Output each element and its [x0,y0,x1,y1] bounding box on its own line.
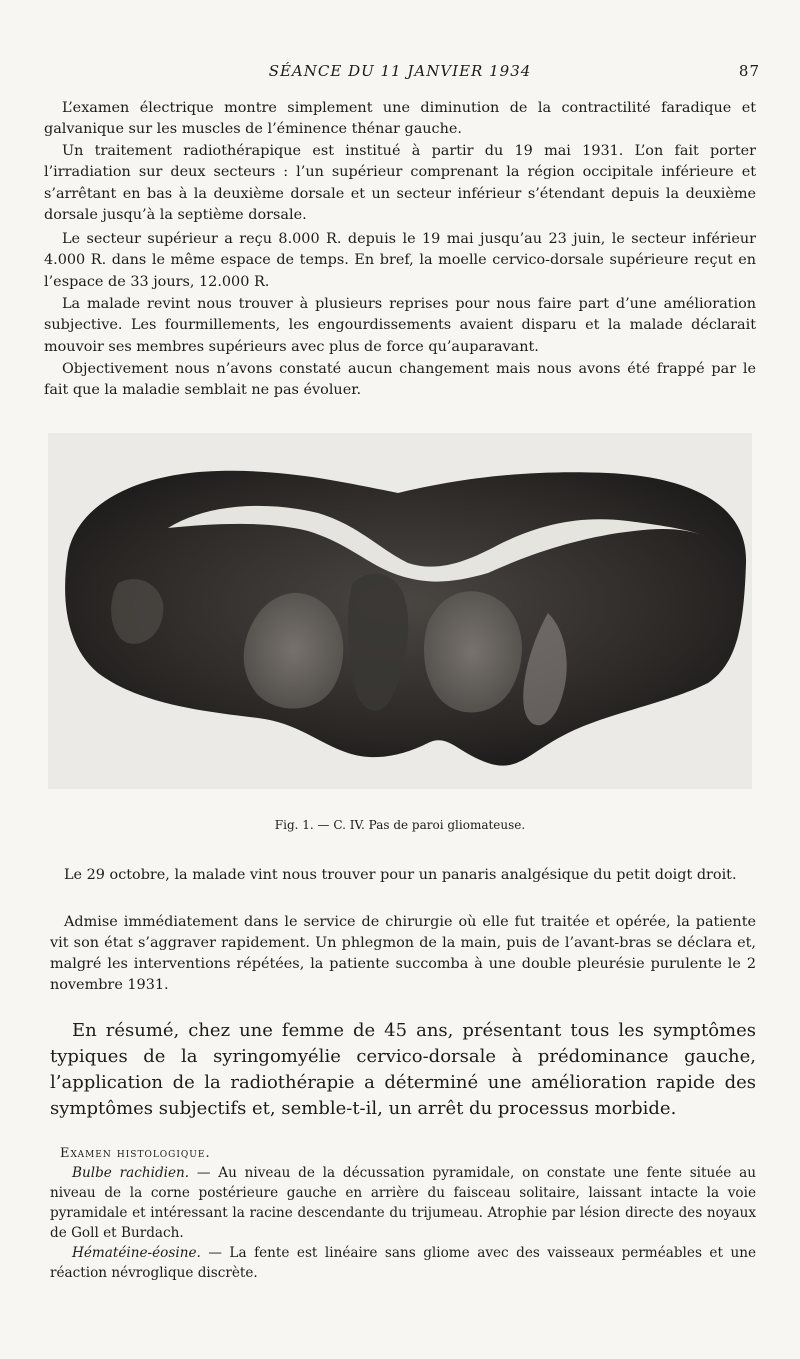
grey-matter-right [424,591,522,712]
running-header [40,62,760,84]
paragraph: Un traitement radiothérapique est institué à partir du 19 mai 1931. L’on fait porter l’irradiation sur deux secteurs : l’un supérieur comprenant la région occipitale inférieure et s’arrêtant en bas à la deuxième dorsale et un secteur inférieur s’étendant depuis la deuxième dorsale jusqu’à la septième dorsale. [44,143,756,224]
bulbe-label: Bulbe rachidien. [72,1165,190,1181]
histology-paragraph [50,1243,756,1283]
paragraph: Admise immédiatement dans le service de chirurgie où elle fut traitée et opérée, la patiente vit son état s’aggraver rapidement. Un phlegmon de la main, puis de l’avant-bras se déclara et, malgré les interventions répétées, la patiente succomba à une double pleurésie purulente le 2 novembre 1931. [50,914,756,993]
spinal-cord-section-image [48,433,752,789]
paragraph: Le secteur supérieur a reçu 8.000 R. depuis le 19 mai jusqu’au 23 juin, le secteur inférieur 4.000 R. dans le même espace de temps. En bref, la moelle cervico-dorsale supérieure reçut en l’espace de 33 jours, 12.000 R. [44,231,756,290]
histology-micrograph [48,433,752,789]
stain-label: Hématéine-éosine. [72,1245,201,1261]
paragraph: L’examen électrique montre simplement une diminution de la contractilité faradique et galvanique sur les muscles de l’éminence thénar gauche. [44,100,756,138]
figure-caption: Fig. 1. — C. IV. Pas de paroi gliomateuse. [274,818,526,832]
paragraph: La malade revint nous trouver à plusieurs reprises pour nous faire part d’une amélioration subjective. Les fourmillements, les engourdissements avaient disparu et la malade déclarait mouvoir ses membres supérieurs avec plus de force qu’auparavant. [44,296,756,355]
stain-text: — La fente est linéaire sans gliome avec des vaisseaux perméables et une réaction névroglique discrète. [50,1245,756,1281]
paragraph: Le 29 octobre, la malade vint nous trouver pour un panaris analgésique du petit doigt droit. [64,867,737,883]
summary-paragraph: En résumé, chez une femme de 45 ans, présentant tous les symptômes typiques de la syringomyélie cervico-dorsale à prédominance gauche, l’application de la radiothérapie a déterminé une amélioration rapide des symptômes subjectifs et, semble-t-il, un arrêt du processus morbide. [50,1020,756,1119]
histology-paragraph [50,1163,756,1243]
paragraph: Objectivement nous n’avons constaté aucun changement mais nous avons été frappé par le fait que la maladie semblait ne pas évoluer. [44,361,756,399]
running-title: SÉANCE DU 11 JANVIER 1934 [268,62,532,80]
bulbe-text: — Au niveau de la décussation pyramidale, on constate une fente située au niveau de la corne postérieure gauche en arrière du faisceau solitaire, laissant intacte la voie pyramidale et intéressant la racine descendante du trijumeau. Atrophie par lésion directe des noyaux de Goll et Burdach. [50,1165,756,1241]
section-heading: Examen histologique. [60,1146,211,1161]
page-number: 87 [738,62,760,80]
